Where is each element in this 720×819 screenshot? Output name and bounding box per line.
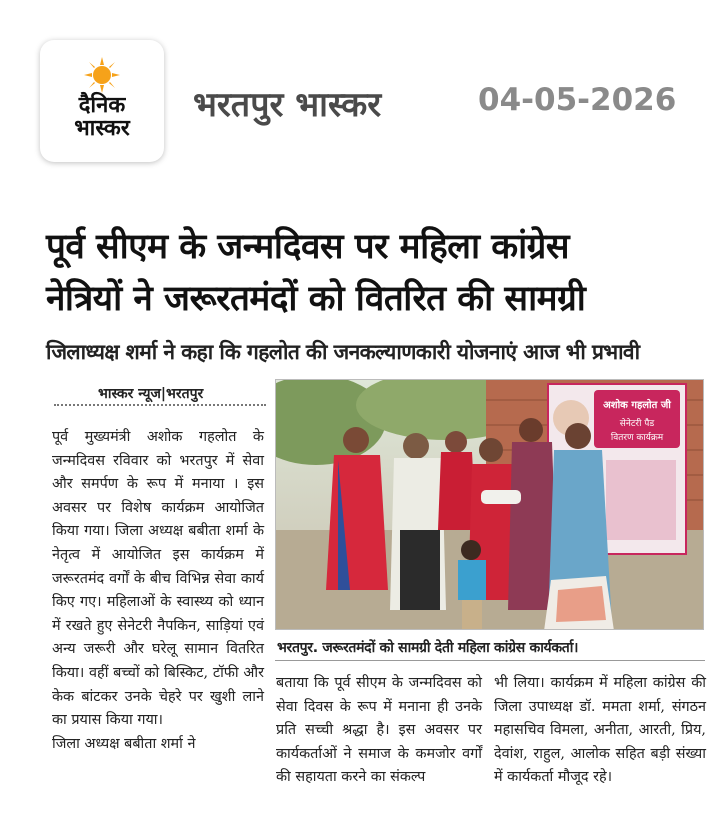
dainik-bhaskar-logo: [40, 40, 164, 162]
subheadline: जिलाध्यक्ष शर्मा ने कहा कि गहलोत की जनकल्याणकारी योजनाएं आज भी प्रभावी: [46, 340, 640, 364]
banner-text-line3: वितरण कार्यक्रम: [610, 433, 664, 443]
publication-date: 04-05-2026: [478, 82, 677, 118]
article-column-3: भी लिया। कार्यक्रम में महिला कांग्रेस की जिला उपाध्यक्ष डॉ. ममता शर्मा, संगठन महासचिव विमला, अनीता, आरती, प्रिय, देवांश, राहुल, आलोक सहित बड़ी संख्या में कार्यकर्ता मौजूद रहे।: [494, 675, 706, 786]
logo-text-line1: दैनिक: [78, 93, 126, 118]
edition-name: भरतपुर भास्कर: [193, 85, 382, 125]
article-column-1: [52, 426, 264, 756]
caption-divider: [275, 660, 705, 661]
column-1-tail: जिला अध्यक्ष बबीता शर्मा ने: [52, 735, 196, 752]
article-column-2: बताया कि पूर्व सीएम के जन्मदिवस को सेवा दिवस के रूप में मनाना ही उनके प्रति सच्ची श्रद्धा है। इस अवसर पर कार्यकर्ताओं ने समाज के कमजोर वर्गों की सहायता करने का संकल्प: [276, 675, 482, 786]
byline: भास्कर न्यूज|भरतपुर: [98, 386, 204, 402]
photo-caption: भरतपुर. जरूरतमंदों को सामग्री देती महिला कांग्रेस कार्यकर्ता।: [277, 640, 579, 656]
headline-line2: नेत्रियों ने जरूरतमंदों को वितरित की सामग्री: [46, 279, 586, 319]
banner-text-line1: अशोक गहलोत जी: [603, 400, 671, 411]
sun-icon: [84, 57, 120, 93]
column-1-paragraph: पूर्व मुख्यमंत्री अशोक गहलोत के जन्मदिवस रविवार को भरतपुर में सेवा और समर्पण के रूप में मनाया । इस अवसर पर विशेष कार्यक्रम आयोजित किया गया। जिला अध्यक्ष बबीता शर्मा के नेतृत्व में आयोजित इस कार्यक्रम में जरूरतमंद वर्गों के बीच विभिन्न सेवा कार्य किए गए। महिलाओं के स्वास्थ्य को ध्यान में रखते हुए सेनेटरी नैपकिन, साड़ियां एवं अन्य जरूरी और घरेलू सामान वितरित किया। वहीं बच्चों को बिस्किट, टॉफी और केक बांटकर उनके चेहरे पर खुशी लाने का प्रयास किया गया।: [52, 429, 264, 729]
banner-text-line2: सेनेटरी पैड: [619, 419, 655, 429]
article-photo: [275, 379, 704, 630]
photo-illustration: [276, 380, 704, 630]
byline-divider: [54, 404, 266, 406]
logo-text-line2: भास्कर: [74, 116, 130, 141]
headline-line1: पूर्व सीएम के जन्मदिवस पर महिला कांग्रेस: [46, 227, 570, 267]
